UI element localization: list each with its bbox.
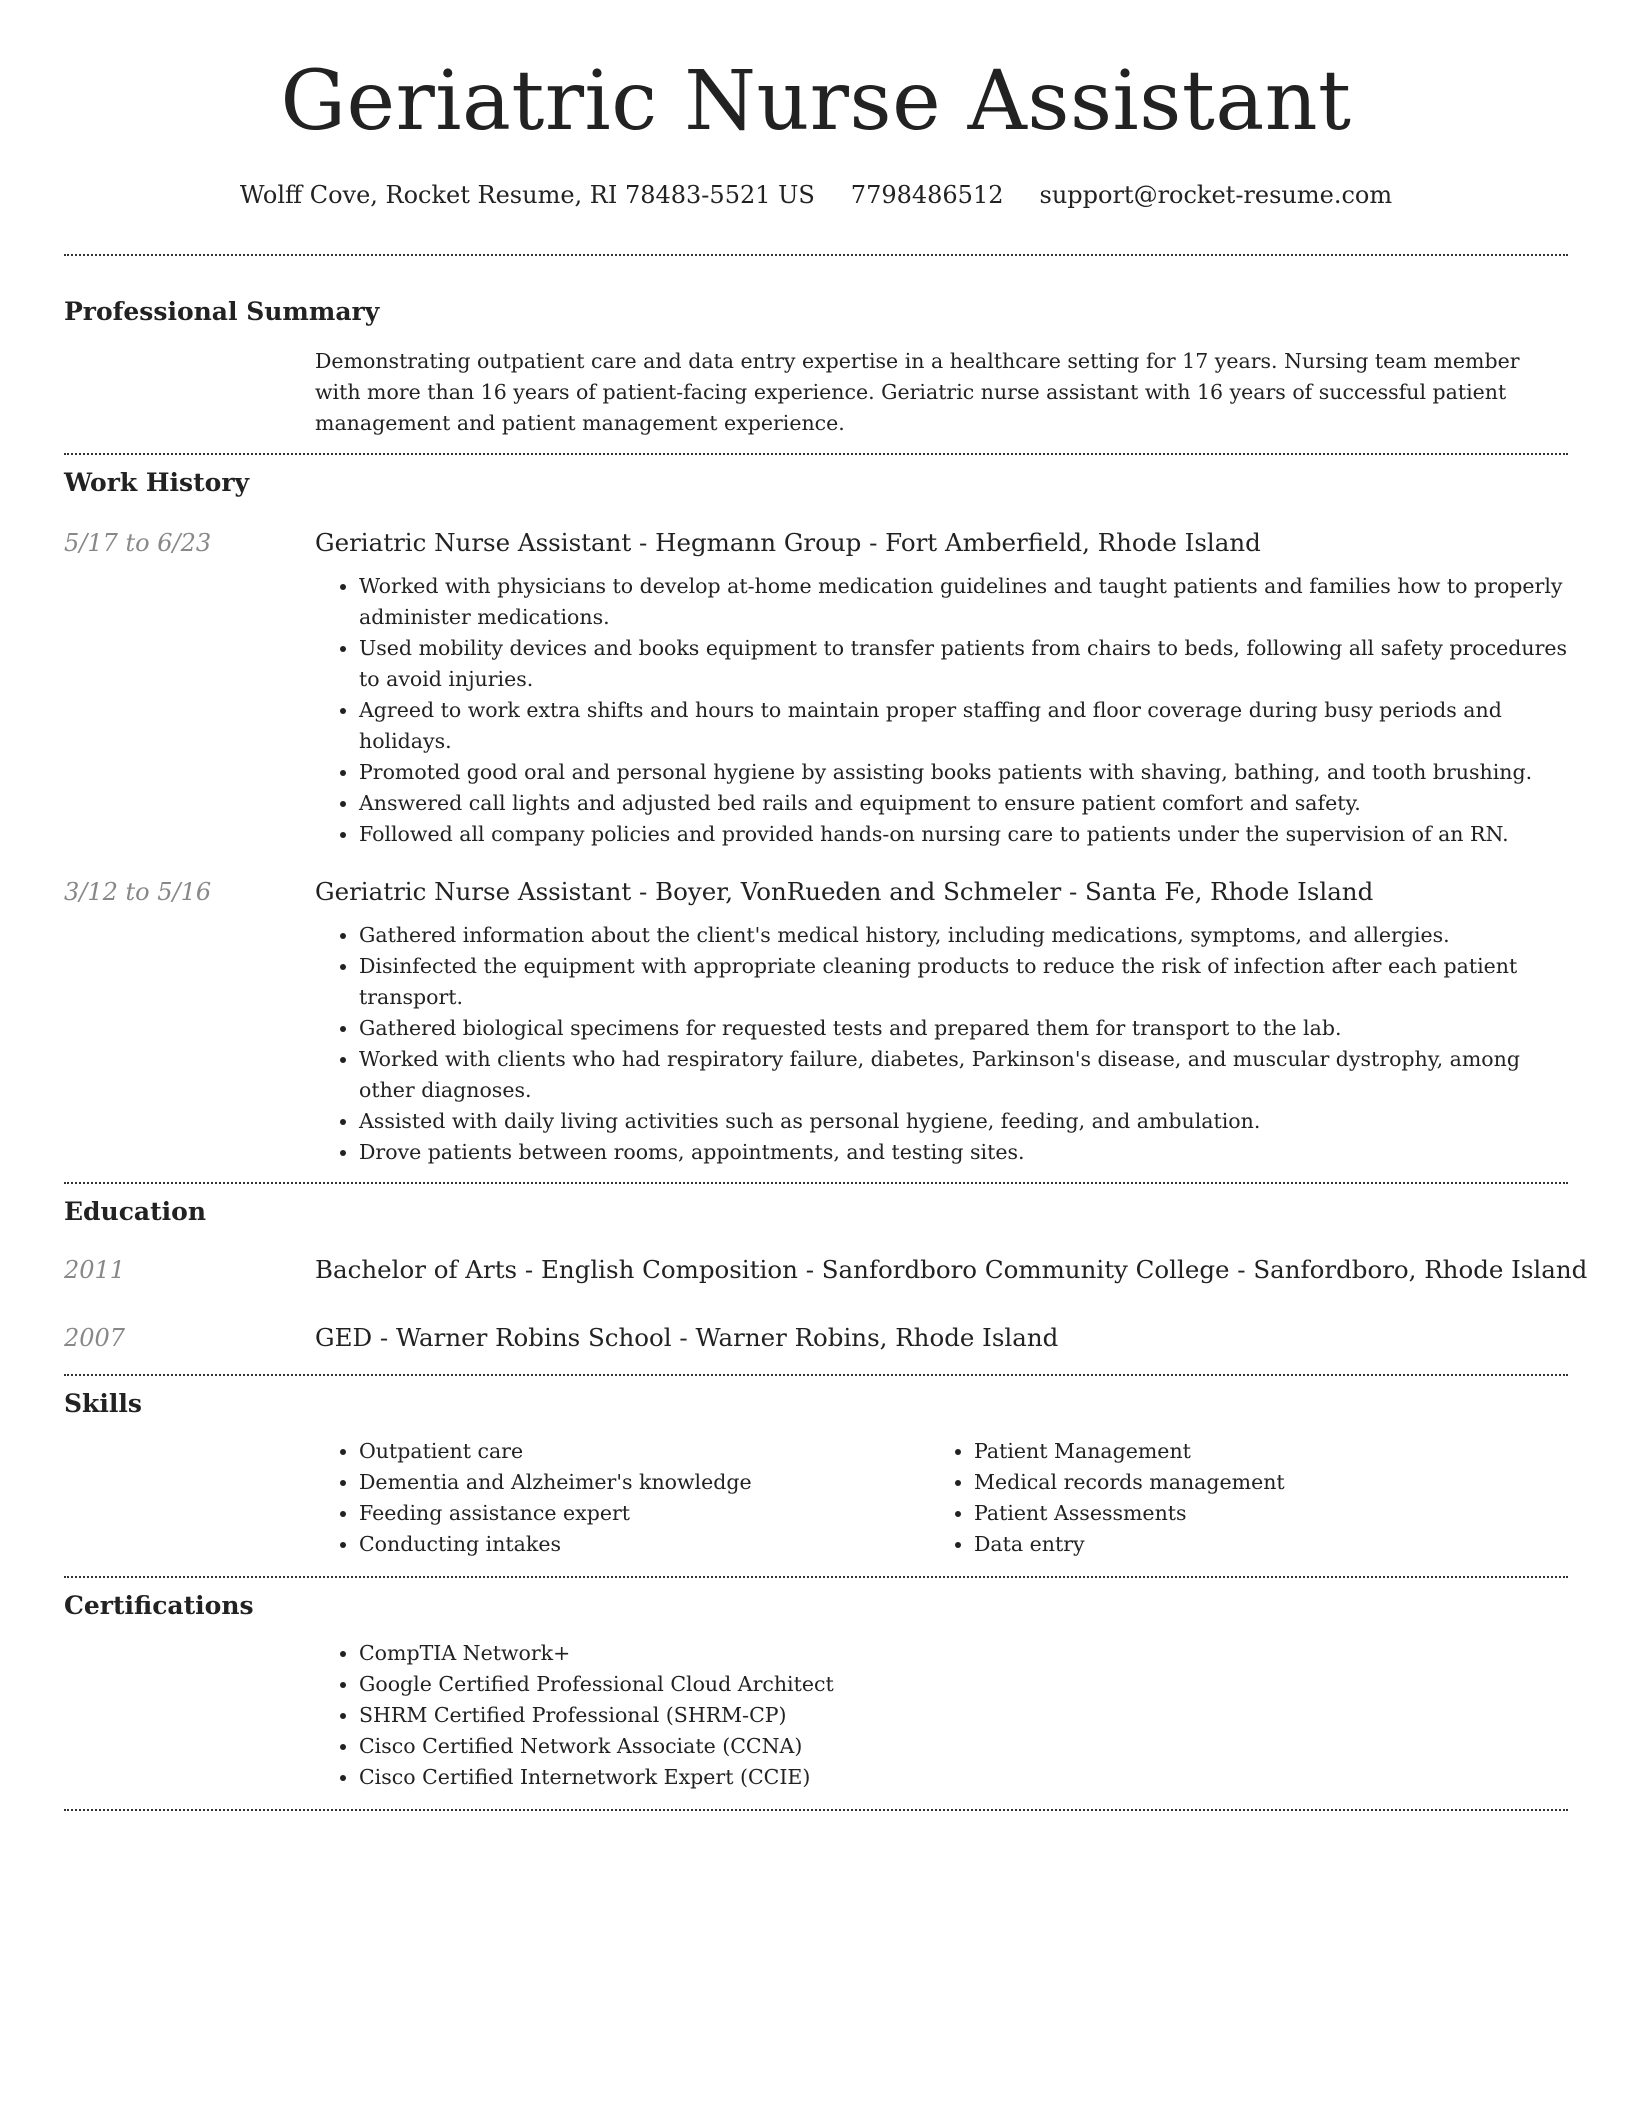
list-item: • Gathered biological specimens for requested tests and prepared them for transport to the lab. (359, 1013, 1568, 1044)
summary-heading: Professional Summary (64, 297, 380, 326)
list-item: • Drove patients between rooms, appointments, and testing sites. (359, 1137, 1568, 1168)
divider (64, 453, 1568, 455)
contact-phone: 7798486512 (850, 181, 1004, 209)
list-item: • Patient Management (974, 1436, 1545, 1467)
list-item: • Used mobility devices and books equipment to transfer patients from chairs to beds, following all safety procedures to avoid injuries. (359, 633, 1568, 695)
skills-column-right (930, 1436, 1545, 1560)
list-item: • Patient Assessments (974, 1498, 1545, 1529)
list-item: • Gathered information about the client's medical history, including medications, symptoms, and allergies. (359, 920, 1568, 951)
education-details: - Warner Robins School - Warner Robins, Rhode Island (372, 1323, 1059, 1352)
list-item: • Outpatient care (359, 1436, 930, 1467)
certifications-heading: Certifications (64, 1591, 254, 1620)
work-dates: 5/17 to 6/23 (64, 529, 212, 557)
job-bullets (315, 571, 1568, 850)
education-details: - Sanfordboro Community College - Sanfordboro, Rhode Island (797, 1255, 1588, 1284)
resume-name: Geriatric Nurse Assistant (280, 54, 1352, 149)
work-title-line (315, 527, 1568, 559)
education-heading: Education (64, 1197, 207, 1226)
summary-text: Demonstrating outpatient care and data entry expertise in a healthcare setting for 17 years. Nursing team member with more than 16 years of patient-facing experience. Geriatric nurse assistant with 16 years of successful patient management and patient management experience. (315, 349, 1520, 435)
job-details: - Hegmann Group - Fort Amberfield, Rhode Island (631, 528, 1261, 557)
list-item: • Agreed to work extra shifts and hours to maintain proper staffing and floor coverage during busy periods and holidays. (359, 695, 1568, 757)
work-dates: 3/12 to 5/16 (64, 878, 212, 906)
certifications-items (315, 1638, 1568, 1793)
divider (64, 1809, 1568, 1811)
divider (64, 1182, 1568, 1184)
divider (64, 1576, 1568, 1578)
job-position: Geriatric Nurse Assistant (315, 877, 632, 906)
list-item: • Dementia and Alzheimer's knowledge (359, 1467, 930, 1498)
list-item: • Medical records management (974, 1467, 1545, 1498)
list-item: • Followed all company policies and provided hands-on nursing care to patients under the supervision of an RN. (359, 819, 1568, 850)
job-position: Geriatric Nurse Assistant (315, 528, 632, 557)
list-item: • Data entry (974, 1529, 1545, 1560)
work-history-heading: Work History (64, 468, 250, 497)
education-title-line (315, 1254, 1587, 1286)
skills-list (315, 1436, 1568, 1560)
contact-address: Wolff Cove, Rocket Resume, RI 78483-5521 US (239, 181, 815, 209)
contact-line (64, 180, 1568, 210)
list-item: • Google Certified Professional Cloud Architect (359, 1669, 1568, 1700)
list-item: • CompTIA Network+ (359, 1638, 1568, 1669)
list-item: • Assisted with daily living activities such as personal hygiene, feeding, and ambulation. (359, 1106, 1568, 1137)
list-item: • Cisco Certified Internetwork Expert (CCIE) (359, 1762, 1568, 1793)
list-item: • Cisco Certified Network Associate (CCNA) (359, 1731, 1568, 1762)
skills-column-left (315, 1436, 930, 1560)
education-year: 2007 (64, 1324, 126, 1352)
list-item: • Promoted good oral and personal hygiene by assisting books patients with shaving, bathing, and tooth brushing. (359, 757, 1568, 788)
list-item: • Worked with clients who had respiratory failure, diabetes, Parkinson's disease, and muscular dystrophy, among other diagnoses. (359, 1044, 1568, 1106)
divider (64, 1374, 1568, 1376)
list-item: • Answered call lights and adjusted bed rails and equipment to ensure patient comfort and safety. (359, 788, 1568, 819)
education-title-line (315, 1322, 1568, 1354)
work-entry (64, 527, 1568, 850)
list-item: • Worked with physicians to develop at-home medication guidelines and taught patients and families how to properly administer medications. (359, 571, 1568, 633)
skills-heading: Skills (64, 1389, 142, 1418)
education-entry (64, 1322, 1568, 1354)
education-degree: Bachelor of Arts - English Composition (315, 1255, 798, 1284)
work-title-line (315, 876, 1568, 908)
divider (64, 254, 1568, 256)
list-item: • Conducting intakes (359, 1529, 930, 1560)
education-year: 2011 (64, 1256, 126, 1284)
job-details: - Boyer, VonRueden and Schmeler - Santa Fe, Rhode Island (631, 877, 1374, 906)
education-degree: GED (315, 1323, 373, 1352)
list-item: • Feeding assistance expert (359, 1498, 930, 1529)
work-entry (64, 876, 1568, 1168)
list-item: • Disinfected the equipment with appropriate cleaning products to reduce the risk of infection after each patient transport. (359, 951, 1568, 1013)
job-bullets (315, 920, 1568, 1168)
list-item: • SHRM Certified Professional (SHRM-CP) (359, 1700, 1568, 1731)
certifications-list (315, 1638, 1568, 1793)
education-entry (64, 1254, 1588, 1286)
contact-email: support@rocket-resume.com (1039, 181, 1393, 209)
